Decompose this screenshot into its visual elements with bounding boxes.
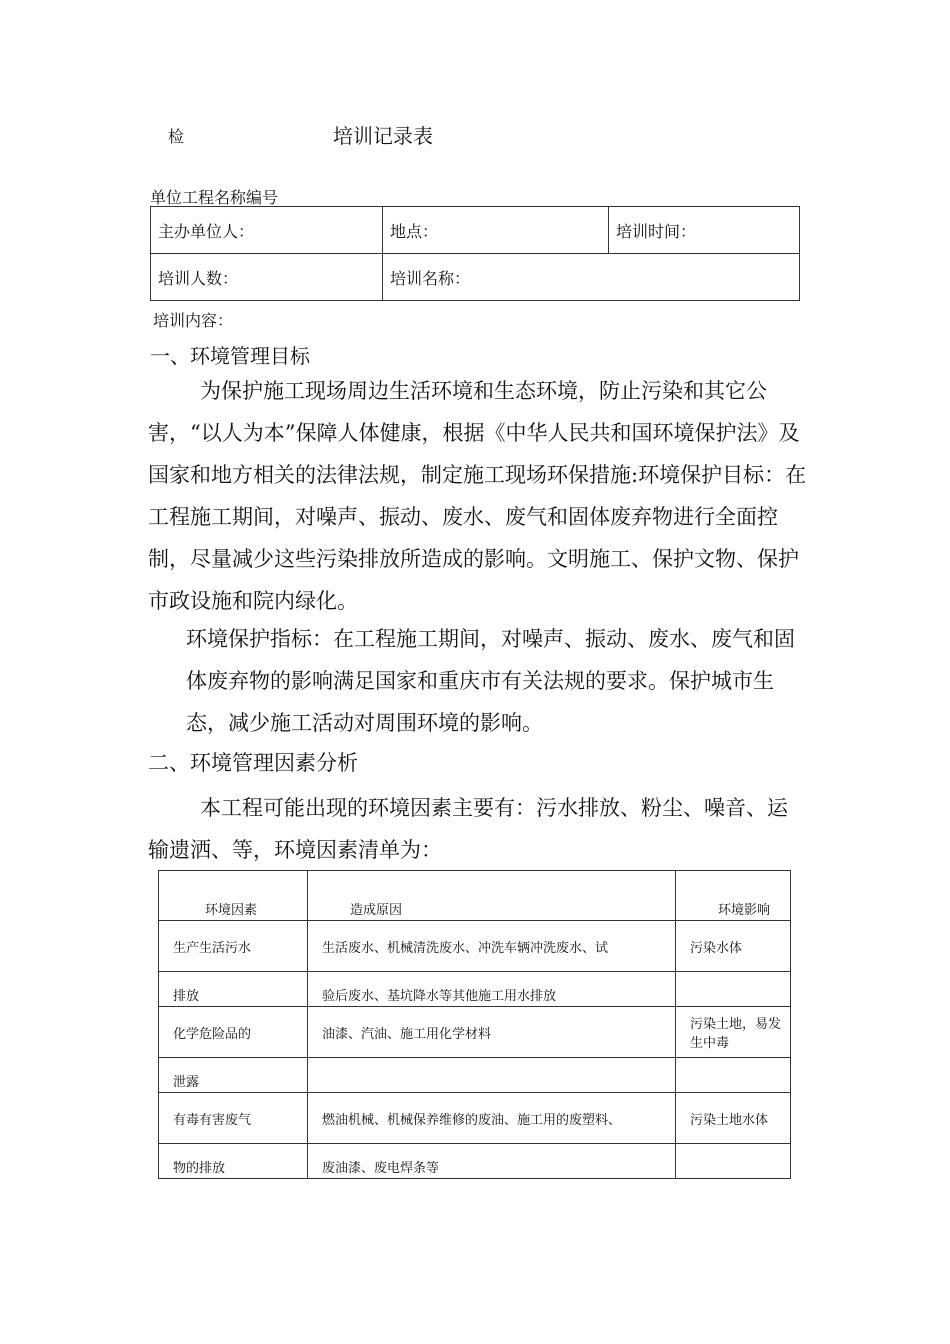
table-cell: 物的排放 — [159, 1144, 308, 1179]
table-header-row — [159, 871, 791, 921]
header-cause: 造成原因 — [308, 871, 676, 921]
training-info-table — [150, 206, 800, 301]
training-name-cell: 培训名称： — [383, 254, 800, 301]
section-heading-2: 二、环境管理因素分析 — [148, 751, 358, 775]
table-cell: 排放 — [159, 972, 308, 1007]
table-cell: 废油漆、废电焊条等 — [308, 1144, 676, 1179]
organizer-cell: 主办单位人： — [151, 207, 383, 254]
table-row — [159, 972, 791, 1007]
table-cell: 污染水体 — [676, 921, 791, 972]
table-cell: 油漆、汽油、施工用化学材料 — [308, 1007, 676, 1058]
section-1-paragraph-1: 为保护施工现场周边生活环境和生态环境，防止污染和其它公害，“以人为本”保障人体健康，根据《中华人民共和国环境保护法》及国家和地方相关的法律法规，制定施工现场环保措施:环境保护目标：在工程施工期间，对噪声、振动、废水、废气和固体废弃物进行全面控制，尽量减少这些污染排放所造成的影响。文明施工、保护文物、保护市政设施和院内绿化。 — [148, 379, 807, 613]
table-cell: 污染土地水体 — [676, 1093, 791, 1144]
page-title: 培训记录表 — [333, 124, 433, 148]
table-row — [159, 1058, 791, 1093]
time-cell: 培训时间： — [609, 207, 800, 254]
table-cell: 燃油机械、机械保养维修的废油、施工用的废塑料、 — [308, 1093, 676, 1144]
table-cell: 有毒有害废气 — [159, 1093, 308, 1144]
table-cell: 化学危险品的 — [159, 1007, 308, 1058]
table-cell — [676, 1058, 791, 1093]
table-row — [151, 254, 800, 301]
table-cell: 生活废水、机械清洗废水、冲洗车辆冲洗废水、试 — [308, 921, 676, 972]
section-1-paragraph-2: 环境保护指标：在工程施工期间，对噪声、振动、废水、废气和固体废弃物的影响满足国家和重庆市有关法规的要求。保护城市生态，减少施工活动对周围环境的影响。 — [186, 627, 795, 735]
stamp-mark: 检 — [168, 127, 185, 146]
section-2-paragraph: 本工程可能出现的环境因素主要有：污水排放、粉尘、噪音、运输遗洒、等，环境因素清单为： — [148, 796, 788, 862]
header-factor: 环境因素 — [159, 871, 308, 921]
table-cell: 生产生活污水 — [159, 921, 308, 972]
table-row — [159, 1144, 791, 1179]
header-impact: 环境影响 — [676, 871, 791, 921]
table-row — [159, 1007, 791, 1058]
environment-factors-table — [158, 870, 791, 1179]
table-row — [151, 207, 800, 254]
table-cell: 泄露 — [159, 1058, 308, 1093]
content-label: 培训内容： — [153, 311, 234, 330]
table-cell: 污染土地，易发生中毒 — [676, 1007, 791, 1058]
location-cell: 地点： — [383, 207, 609, 254]
unit-name-label: 单位工程名称编号 — [150, 188, 279, 207]
table-cell — [676, 1144, 791, 1179]
table-cell — [308, 1058, 676, 1093]
section-heading-1: 一、环境管理目标 — [150, 344, 310, 368]
count-cell: 培训人数： — [151, 254, 383, 301]
table-cell: 验后废水、基坑降水等其他施工用水排放 — [308, 972, 676, 1007]
table-row — [159, 1093, 791, 1144]
table-cell — [676, 972, 791, 1007]
table-row — [159, 921, 791, 972]
